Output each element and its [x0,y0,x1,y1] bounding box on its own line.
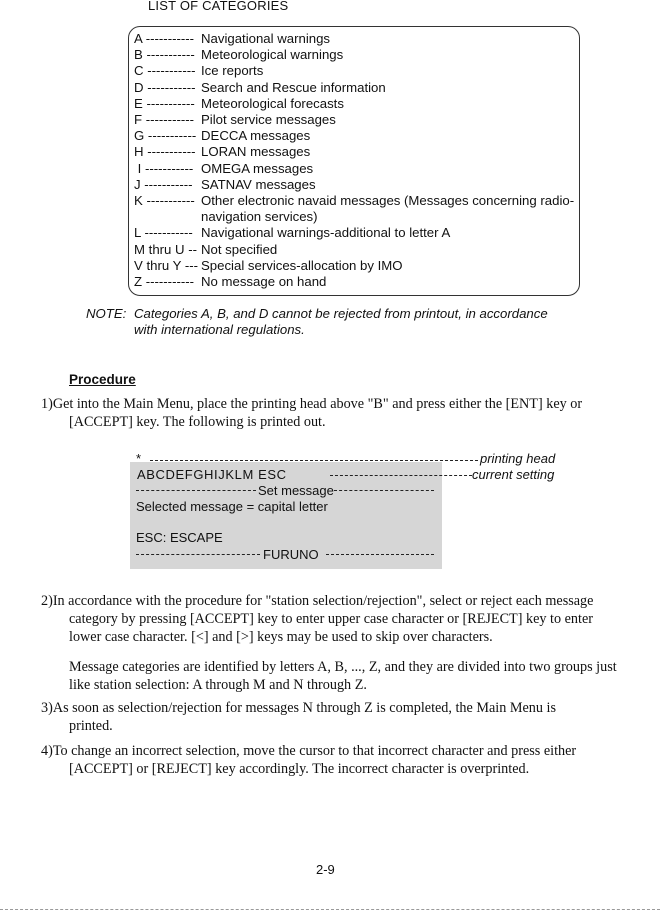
category-description: Special services-allocation by IMO [201,257,403,273]
category-item [134,47,343,63]
category-item [134,144,310,160]
category-code: E ----------- [134,95,195,111]
furuno-rule-left [136,546,260,555]
step-2-line: 2)In accordance with the procedure for "station selection/rejection", select or reject each message [41,593,594,609]
step-2-line: category by pressing [ACCEPT] key to enter upper case character or [REJECT] key to enter [69,611,593,627]
printing-head-marker: * [136,451,142,466]
note-line: Categories A, B, and D cannot be rejected from printout, in accordance [134,306,548,321]
category-code: H ----------- [134,144,196,160]
footer-rule [0,909,660,910]
category-item [134,225,450,241]
category-item [134,96,344,112]
category-item [134,80,386,96]
note-line: with international regulations. [134,322,305,337]
category-code: M thru U -- [134,241,198,257]
furuno-label: FURUNO [263,547,319,562]
category-code: J ----------- [134,176,193,192]
category-code: G ----------- [134,128,197,144]
category-description: LORAN messages [201,144,311,160]
category-code: Z ----------- [134,274,195,289]
category-item [134,274,326,290]
category-description: Search and Rescue information [201,79,386,95]
category-item [134,128,310,144]
category-code: D ----------- [134,79,196,95]
category-code: C ----------- [134,63,196,79]
current-setting-label: current setting [472,467,555,482]
page-number: 2-9 [316,862,335,877]
category-description: DECCA messages [201,128,311,144]
esc-line: ESC: ESCAPE [136,530,223,545]
category-item [201,209,318,225]
step-2b-line: Message categories are identified by letters A, B, ..., Z, and they are divided into two groups just [69,659,617,675]
category-code: K ----------- [134,193,195,208]
list-title: LIST OF CATEGORIES [148,0,289,13]
category-description: No message on hand [201,274,327,289]
category-item [134,258,403,274]
set-message-rule-right [334,482,434,491]
step-3-line: 3)As soon as selection/rejection for messages N through Z is completed, the Main Menu is [41,700,556,716]
step-4-line: [ACCEPT] or [REJECT] key accordingly. The incorrect character is overprinted. [69,761,530,777]
step-2-line: lower case character. [<] and [>] keys may be used to skip over characters. [69,629,493,645]
set-message-rule-left [136,482,256,491]
category-code: F ----------- [134,112,195,127]
category-description: OMEGA messages [201,160,314,176]
printing-head-label: printing head [480,451,556,466]
category-code: L ----------- [134,225,193,241]
category-description: SATNAV messages [201,176,316,192]
category-item [134,177,316,193]
category-description: Navigational warnings [201,31,331,46]
procedure-heading: Procedure [69,372,136,387]
step-1-line: [ACCEPT] key. The following is printed out. [69,414,326,430]
set-message-label: Set message [258,483,334,498]
step-4-line: 4)To change an incorrect selection, move the cursor to that incorrect character and press either [41,743,577,759]
step-1-line: 1)Get into the Main Menu, place the printing head above "B" and press either the [ENT] key or [41,396,583,412]
selected-message-line: Selected message = capital letter [136,499,328,514]
category-description: Navigational warnings-additional to letter A [201,225,451,241]
category-description: Other electronic navaid messages (Messages concerning radio- [201,193,575,208]
category-description: Not specified [201,241,278,257]
current-setting-leader [330,466,472,476]
current-setting-line: ABCDEFGHIJKLM ESC [137,467,287,482]
category-description: Meteorological warnings [201,47,344,63]
category-item [134,193,574,209]
category-description: Pilot service messages [201,112,336,127]
step-2b-line: like station selection: A through M and N through Z. [69,677,367,693]
category-code: B ----------- [134,47,195,63]
category-item [134,63,263,79]
category-code: A ----------- [134,31,195,46]
step-3-line: printed. [69,718,113,734]
printing-head-leader [150,450,478,461]
category-item [134,161,313,177]
furuno-rule-right [326,546,434,555]
category-item [134,242,277,258]
category-item [134,112,336,128]
category-code: I ----------- [134,160,194,176]
category-description: Meteorological forecasts [201,95,344,111]
note-label: NOTE: [86,306,127,321]
category-description: Ice reports [201,63,264,79]
category-item [134,31,330,47]
category-code: V thru Y --- [134,257,199,273]
category-description: navigation services) [201,209,318,225]
